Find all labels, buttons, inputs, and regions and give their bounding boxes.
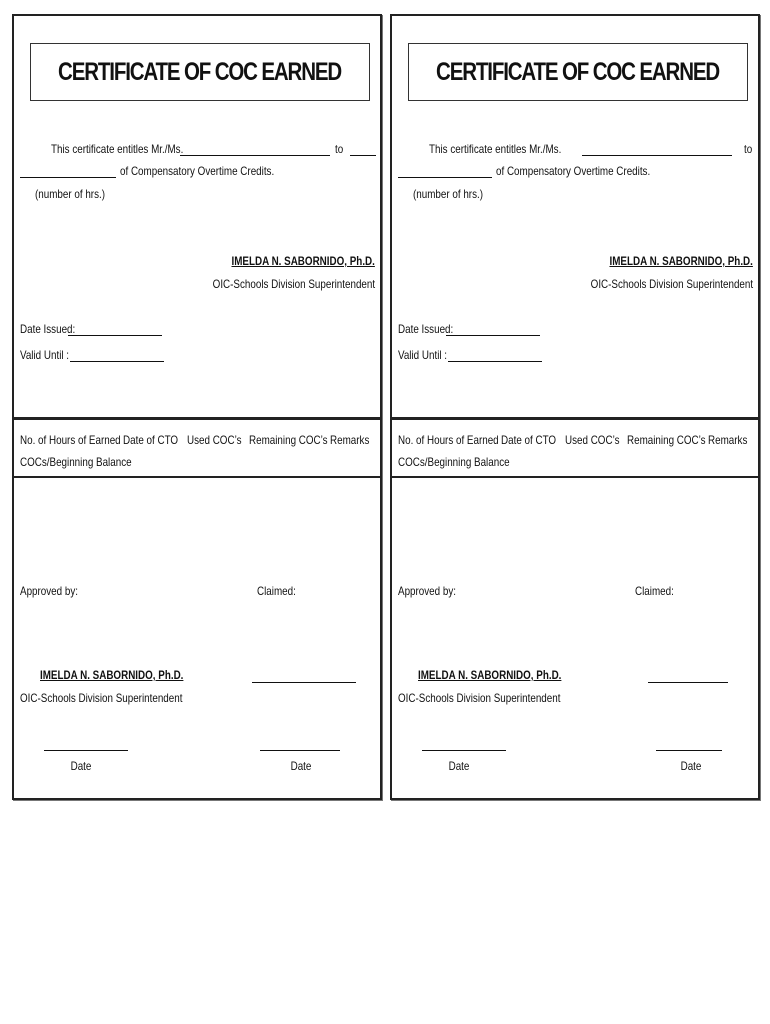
credits-text: of Compensatory Overtime Credits. (496, 164, 651, 178)
hours-hint: (number of hrs.) (35, 187, 105, 201)
certificate-title: CERTIFICATE OF COC EARNED (58, 57, 342, 86)
approver-title: OIC-Schools Division Superintendent (20, 691, 183, 705)
col-hours-earned: No. of Hours of Earned (20, 433, 121, 447)
approved-by-label: Approved by: (398, 584, 456, 598)
entitles-text: This certificate entitles Mr./Ms. (51, 142, 184, 156)
approver-date-line[interactable] (422, 750, 506, 751)
claimant-signature-line[interactable] (252, 682, 356, 683)
valid-until-field[interactable] (70, 361, 164, 362)
entitles-text: This certificate entitles Mr./Ms. (429, 142, 562, 156)
certificate-left (12, 14, 380, 798)
date-issued-field[interactable] (68, 335, 162, 336)
col-used-cocs: Used COC’s (187, 433, 242, 447)
credits-text: of Compensatory Overtime Credits. (120, 164, 275, 178)
col-hours-earned-sub: COCs/Beginning Balance (20, 455, 132, 469)
signatory-name: IMELDA N. SABORNIDO, Ph.D. (231, 254, 375, 268)
title-box (408, 43, 748, 101)
name-blank[interactable] (180, 155, 330, 156)
certificate-bottom-panel (12, 418, 382, 800)
approver-name: IMELDA N. SABORNIDO, Ph.D. (40, 668, 184, 682)
hours-hint: (number of hrs.) (413, 187, 483, 201)
approver-date-label: Date (448, 759, 470, 773)
ledger-header-row (14, 420, 380, 478)
valid-until-label: Valid Until : (398, 348, 448, 362)
hours-blank-continued[interactable] (20, 177, 116, 178)
approved-by-label: Approved by: (20, 584, 78, 598)
valid-until-field[interactable] (448, 361, 542, 362)
signatory-title: OIC-Schools Division Superintendent (590, 277, 753, 291)
claimed-label: Claimed: (635, 584, 674, 598)
col-remarks: Remarks (708, 433, 748, 447)
col-remarks: Remarks (330, 433, 370, 447)
claimant-date-line[interactable] (260, 750, 340, 751)
col-remaining-cocs: Remaining COC’s (249, 433, 328, 447)
col-date-of-cto: Date of CTO (501, 433, 557, 447)
date-issued-field[interactable] (446, 335, 540, 336)
col-date-of-cto: Date of CTO (123, 433, 179, 447)
to-label: to (335, 142, 344, 156)
date-issued-label: Date Issued: (20, 322, 76, 336)
approver-date-label: Date (70, 759, 92, 773)
claimant-date-line[interactable] (656, 750, 722, 751)
col-used-cocs: Used COC’s (565, 433, 620, 447)
col-remaining-cocs: Remaining COC’s (627, 433, 706, 447)
certificate-right (390, 14, 758, 798)
certificate-top-panel (390, 14, 760, 419)
signatory-title: OIC-Schools Division Superintendent (212, 277, 375, 291)
certificate-bottom-panel (390, 418, 760, 800)
claimed-label: Claimed: (257, 584, 296, 598)
valid-until-label: Valid Until : (20, 348, 70, 362)
claimant-date-label: Date (680, 759, 702, 773)
claimant-date-label: Date (290, 759, 312, 773)
title-box (30, 43, 370, 101)
to-label: to (744, 142, 753, 156)
date-issued-label: Date Issued: (398, 322, 454, 336)
col-hours-earned: No. of Hours of Earned (398, 433, 499, 447)
name-blank[interactable] (582, 155, 732, 156)
certificate-title: CERTIFICATE OF COC EARNED (436, 57, 720, 86)
claimant-signature-line[interactable] (648, 682, 728, 683)
col-hours-earned-sub: COCs/Beginning Balance (398, 455, 510, 469)
hours-blank[interactable] (398, 177, 492, 178)
ledger-header-row (392, 420, 758, 478)
hours-blank[interactable] (350, 155, 376, 156)
approver-name: IMELDA N. SABORNIDO, Ph.D. (418, 668, 562, 682)
approver-title: OIC-Schools Division Superintendent (398, 691, 561, 705)
signatory-name: IMELDA N. SABORNIDO, Ph.D. (609, 254, 753, 268)
certificate-top-panel (12, 14, 382, 419)
approver-date-line[interactable] (44, 750, 128, 751)
